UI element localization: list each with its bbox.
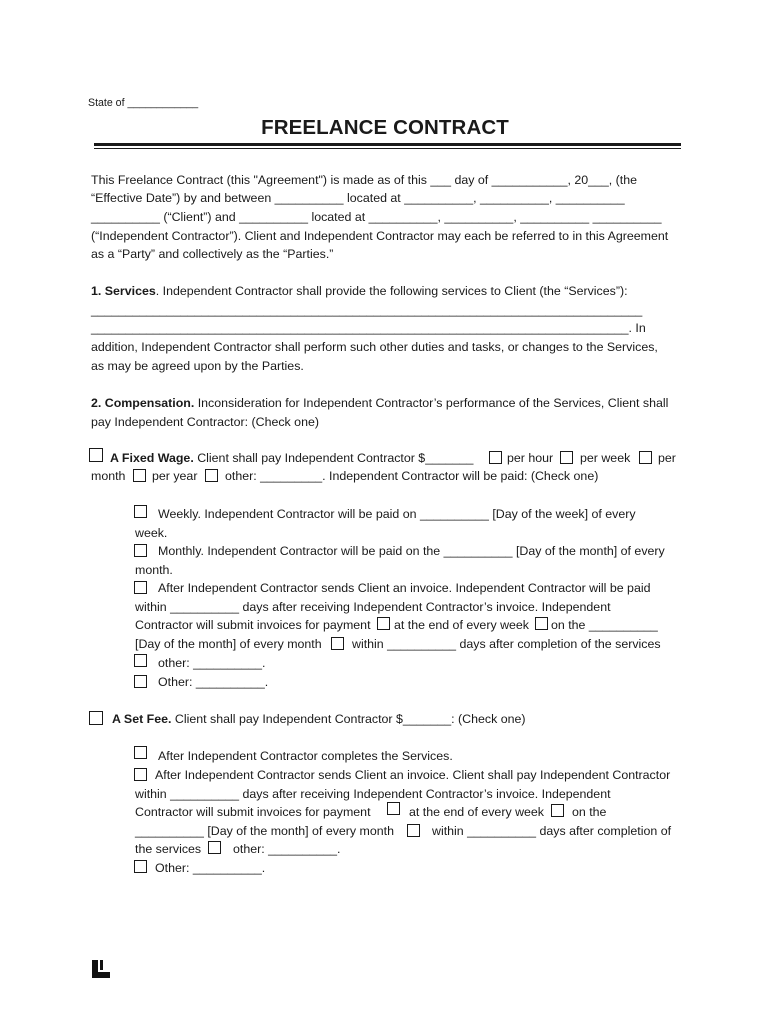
invoice-line-3b: at the end of every week [394, 618, 530, 632]
set-fee-invoice-line-3a: Contractor will submit invoices for payment [135, 805, 371, 819]
services-line-4: addition, Independent Contractor shall perform such other duties and tasks, or changes to the Services, [91, 340, 658, 354]
per-week-checkbox[interactable] [560, 451, 573, 464]
fixed-wage-text: Client shall pay Independent Contractor $_______ [193, 451, 474, 465]
set-fee-end-of-week-checkbox[interactable] [387, 802, 400, 815]
other-lower-checkbox[interactable] [134, 654, 147, 667]
invoice-end-of-week-checkbox[interactable] [377, 617, 390, 630]
state-line: State of ____________ [88, 97, 199, 109]
fixed-wage-heading: A Fixed Wage. [110, 451, 194, 465]
per-week-label: per week [580, 451, 631, 465]
invoice-within-checkbox[interactable] [331, 637, 344, 650]
after-completes-label: After Independent Contractor completes the Services. [158, 749, 453, 763]
weekly-checkbox[interactable] [134, 505, 147, 518]
set-fee-invoice-line-5b: other: __________. [233, 842, 341, 856]
monthly-line-1: Monthly. Independent Contractor will be paid on the __________ [Day of the month] of every [158, 544, 665, 558]
services-line-5: as may be agreed upon by the Parties. [91, 359, 304, 373]
invoice-line-4b: within __________ days after completion of the services [352, 637, 661, 651]
document-title: FREELANCE CONTRACT [261, 116, 509, 139]
set-fee-invoice-line-3c: on the [572, 805, 607, 819]
intro-line-5: as a “Party” and collectively as the “Parties.” [91, 247, 334, 261]
set-fee-invoice-line-3b: at the end of every week [409, 805, 545, 819]
per-year-label: per year [152, 469, 198, 483]
other-rate-checkbox[interactable] [205, 469, 218, 482]
invoice-checkbox[interactable] [134, 581, 147, 594]
set-fee-invoice-line-4a: __________ [Day of the month] of every month [135, 824, 394, 838]
per-hour-checkbox[interactable] [489, 451, 502, 464]
compensation-line-2: pay Independent Contractor: (Check one) [91, 415, 319, 429]
intro-line-1: This Freelance Contract (this "Agreement") is made as of this ___ day of ___________, 20___, (the [91, 173, 638, 187]
services-heading: 1. Services [91, 284, 156, 298]
invoice-line-1: After Independent Contractor sends Client an invoice. Independent Contractor will be paid [158, 581, 651, 595]
fixed-wage-line [110, 451, 473, 465]
other-rate-label: other: _________. Independent Contractor will be paid: (Check one) [225, 469, 599, 483]
invoice-on-the-checkbox[interactable] [535, 617, 548, 630]
set-fee-on-the-checkbox[interactable] [551, 804, 564, 817]
set-fee-invoice-line-5a: the services [135, 842, 202, 856]
per-hour-label: per hour [507, 451, 554, 465]
set-fee-invoice-line-2: within __________ days after receiving Independent Contractor’s invoice. Independent [135, 787, 611, 801]
set-fee-text: Client shall pay Independent Contractor $_______: (Check one) [171, 712, 526, 726]
weekly-line-2: week. [135, 526, 168, 540]
set-fee-within-checkbox[interactable] [407, 824, 420, 837]
set-fee-invoice-line-1: After Independent Contractor sends Client an invoice. Client shall pay Independent Contractor [155, 768, 671, 782]
services-text: . Independent Contractor shall provide the following services to Client (the “Services”): [155, 284, 628, 298]
intro-line-2: “Effective Date”) by and between __________ located at __________, __________, __________ [91, 191, 625, 205]
title-rule-thin [94, 148, 681, 149]
services-line-2: ________________________________________________________________________________ [91, 303, 643, 317]
set-fee-invoice-checkbox[interactable] [134, 768, 147, 781]
per-month-checkbox[interactable] [639, 451, 652, 464]
month-label: month [91, 469, 126, 483]
invoice-line-3c: on the __________ [551, 618, 658, 632]
set-fee-other-lower-checkbox[interactable] [208, 841, 221, 854]
services-line-3: ______________________________________________________________________________. In [91, 321, 646, 335]
compensation-line-1 [91, 396, 668, 410]
intro-line-3: __________ (“Client”) and __________ located at __________, __________, __________ __________ [91, 210, 662, 224]
set-fee-other-upper-checkbox[interactable] [134, 860, 147, 873]
monthly-checkbox[interactable] [134, 544, 147, 557]
set-fee-line [112, 712, 526, 726]
weekly-line-1: Weekly. Independent Contractor will be paid on __________ [Day of the week] of every [158, 507, 636, 521]
compensation-text: Inconsideration for Independent Contractor’s performance of the Services, Client shall [194, 396, 669, 410]
logo-icon [92, 960, 110, 978]
per-label: per [658, 451, 676, 465]
title-rule-thick [94, 143, 681, 146]
after-completes-checkbox[interactable] [134, 746, 147, 759]
services-line-1 [91, 284, 628, 298]
other-upper-checkbox[interactable] [134, 675, 147, 688]
intro-line-4: (“Independent Contractor”). Client and Independent Contractor may each be referred to in this Agreement [91, 229, 669, 243]
set-fee-other-upper-label: Other: __________. [155, 861, 266, 875]
set-fee-invoice-line-4b: within __________ days after completion of [432, 824, 672, 838]
set-fee-checkbox[interactable] [89, 711, 103, 725]
other-lower-label: other: __________. [158, 656, 266, 670]
other-upper-label: Other: __________. [158, 675, 269, 689]
set-fee-heading: A Set Fee. [112, 712, 172, 726]
monthly-line-2: month. [135, 563, 173, 577]
compensation-heading: 2. Compensation. [91, 396, 195, 410]
per-year-checkbox[interactable] [133, 469, 146, 482]
fixed-wage-checkbox[interactable] [89, 448, 103, 462]
invoice-line-2: within __________ days after receiving Independent Contractor’s invoice. Independent [135, 600, 611, 614]
invoice-line-3a: Contractor will submit invoices for payment [135, 618, 371, 632]
invoice-line-4a: [Day of the month] of every month [135, 637, 322, 651]
